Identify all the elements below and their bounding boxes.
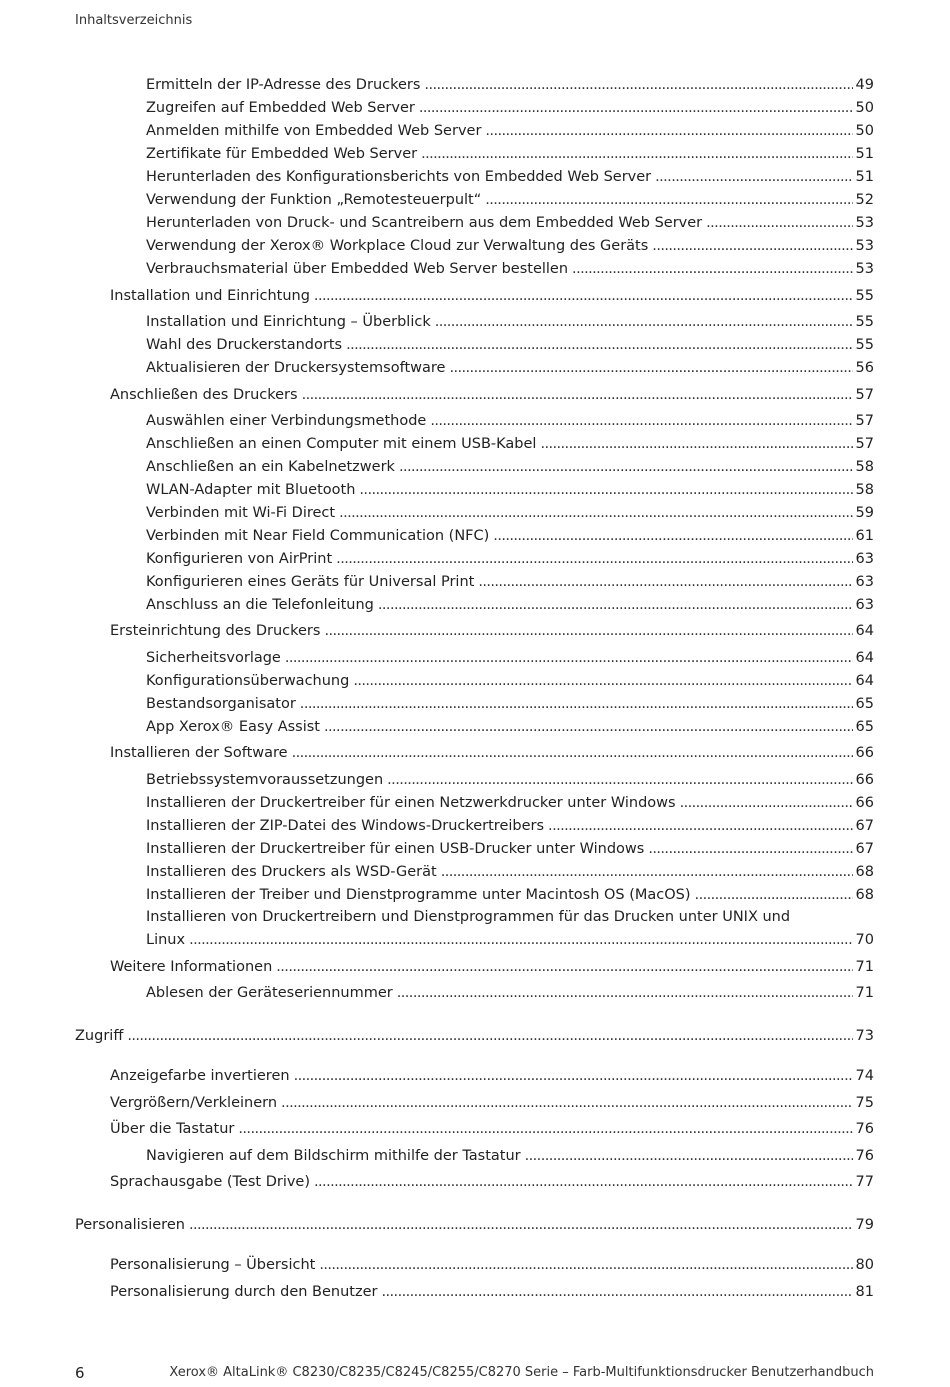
dot-leader [300,694,853,714]
toc-section[interactable] [110,1282,874,1302]
toc-entry[interactable] [146,770,874,790]
page-number: 6 [75,1364,85,1382]
dot-leader [478,572,852,592]
toc-entry-title: Aktualisieren der Druckersystemsoftware [146,360,446,376]
toc-entry-page: 66 [855,795,874,811]
toc-entry[interactable] [146,434,874,454]
toc-entry-page: 68 [855,864,874,880]
toc-chapter-title: Personalisieren [75,1217,185,1233]
dot-leader [435,312,853,332]
toc-entry[interactable] [146,983,874,1003]
toc-entry[interactable] [146,167,874,187]
toc-entry-title: Betriebssystemvoraussetzungen [146,772,384,788]
toc-entry-page: 56 [855,360,874,376]
toc-entry-title: Herunterladen des Konfigurationsberichts von Embedded Web Server [146,169,652,185]
footer-document-title: Xerox® AltaLink® C8230/C8235/C8245/C8255/C8270 Serie – Farb-Multifunktionsdrucker Benutzerhandbuch [169,1365,874,1380]
toc-entry[interactable] [146,793,874,813]
toc-section-page: 74 [855,1068,874,1084]
toc-section-title: Über die Tastatur [110,1121,235,1137]
toc-section-page: 71 [855,959,874,975]
toc-entry-page: 63 [855,597,874,613]
dot-leader [695,885,853,905]
toc-entry[interactable] [146,572,874,592]
toc-entry-title: Linux [146,932,186,948]
dot-leader [540,434,852,454]
toc-entry-page: 58 [855,482,874,498]
toc-section-page: 75 [855,1095,874,1111]
toc-section[interactable] [110,957,874,977]
toc-entry[interactable] [146,503,874,523]
dot-leader [292,743,853,763]
toc-entry-page: 67 [855,841,874,857]
dot-leader [548,816,853,836]
toc-entry-page: 63 [855,574,874,590]
toc-entry-title: Bestandsorganisator [146,696,296,712]
dot-leader [189,930,852,950]
toc-section-title: Installation und Einrichtung [110,288,310,304]
toc-entry[interactable] [146,480,874,500]
toc-entry-page: 71 [855,985,874,1001]
dot-leader [572,259,853,279]
toc-chapter-page: 79 [855,1217,874,1233]
toc-entry-title: Auswählen einer Verbindungsmethode [146,413,427,429]
dot-leader [378,595,853,615]
toc-entry[interactable] [146,98,874,118]
dot-leader [314,1172,853,1192]
dot-leader [285,648,853,668]
dot-leader [324,717,853,737]
toc-section-title: Installieren der Software [110,745,288,761]
toc-entry-title: Herunterladen von Druck- und Scantreibern aus dem Embedded Web Server [146,215,703,231]
toc-entry-page: 64 [855,650,874,666]
toc-entry-page: 51 [855,169,874,185]
dot-leader [314,286,853,306]
toc-entry[interactable] [146,839,874,859]
toc-section-title: Weitere Informationen [110,959,273,975]
toc-section[interactable] [110,286,874,306]
dot-leader [281,1093,853,1113]
dot-leader [353,671,852,691]
dot-leader [485,121,852,141]
toc-entry-page: 63 [855,551,874,567]
toc-entry-page: 53 [855,261,874,277]
toc-section[interactable] [110,1066,874,1086]
toc-section-title: Sprachausgabe (Test Drive) [110,1174,311,1190]
dot-leader [336,549,852,569]
toc-section[interactable] [110,385,874,405]
toc-entry[interactable] [146,358,874,378]
dot-leader [382,1282,853,1302]
toc-entry[interactable] [146,144,874,164]
toc-entry-title: Verwendung der Funktion „Remotesteuerpult“ [146,192,482,208]
toc-entry-title: Konfigurieren eines Geräts für Universal Print [146,574,475,590]
toc-entry-title: Installation und Einrichtung – Überblick [146,314,431,330]
toc-entry-page: 70 [855,932,874,948]
toc-entry-title: Zertifikate für Embedded Web Server [146,146,418,162]
toc-entry[interactable] [146,717,874,737]
dot-leader [302,385,853,405]
toc-entry-title: Navigieren auf dem Bildschirm mithilfe der Tastatur [146,1148,521,1164]
toc-section-page: 80 [855,1257,874,1273]
toc-entry-title: Verwendung der Xerox® Workplace Cloud zur Verwaltung des Geräts [146,238,649,254]
toc-entry-page: 66 [855,772,874,788]
toc-entry-title: Installieren der Druckertreiber für einen Netzwerkdrucker unter Windows [146,795,676,811]
dot-leader [648,839,852,859]
toc-section[interactable] [110,1172,874,1192]
toc-entry-page: 65 [855,719,874,735]
toc-entry-page: 61 [855,528,874,544]
toc-section-title: Anzeigefarbe invertieren [110,1068,290,1084]
toc-chapter[interactable] [75,1215,874,1235]
toc-entry-page: 68 [855,887,874,903]
toc-section-page: 55 [855,288,874,304]
toc-entry-title: Ermitteln der IP-Adresse des Druckers [146,77,421,93]
toc-entry[interactable] [146,862,874,882]
toc-section-title: Vergrößern/Verkleinern [110,1095,278,1111]
dot-leader [276,957,852,977]
toc-entry-page: 49 [855,77,874,93]
toc-chapter[interactable] [75,1026,874,1046]
dot-leader [430,411,852,431]
toc-entry-page: 52 [855,192,874,208]
toc-entry[interactable] [146,885,874,905]
toc-chapter-title: Zugriff [75,1028,124,1044]
toc-entry[interactable] [146,411,874,431]
dot-leader [339,503,852,523]
toc-entry-title: Anschließen an ein Kabelnetzwerk [146,459,395,475]
toc-section[interactable] [110,1255,874,1275]
toc-entry-page: 53 [855,215,874,231]
toc-entry-title: Konfigurationsüberwachung [146,673,350,689]
toc-section-title: Ersteinrichtung des Druckers [110,623,321,639]
toc-entry-title: Ablesen der Geräteseriennummer [146,985,393,1001]
toc-entry-title: WLAN-Adapter mit Bluetooth [146,482,356,498]
dot-leader [238,1119,852,1139]
dot-leader [485,190,852,210]
toc-section-page: 77 [855,1174,874,1190]
dot-leader [421,144,852,164]
dot-leader [189,1215,853,1235]
toc-entry-title: App Xerox® Easy Assist [146,719,320,735]
toc-section-page: 64 [855,623,874,639]
toc-entry[interactable] [146,526,874,546]
toc-entry[interactable] [146,75,874,95]
dot-leader [387,770,852,790]
toc-section-page: 57 [855,387,874,403]
toc-entry[interactable] [146,595,874,615]
toc-entry-page: 59 [855,505,874,521]
dot-leader [319,1255,852,1275]
toc-entry-page: 55 [855,337,874,353]
toc-entry-page: 55 [855,314,874,330]
toc-entry[interactable] [146,694,874,714]
toc-entry-title: Verbrauchsmaterial über Embedded Web Server bestellen [146,261,569,277]
toc-entry[interactable] [146,312,874,332]
toc-entry[interactable] [146,335,874,355]
toc-entry-page: 57 [855,413,874,429]
toc-entry-title: Installieren der Treiber und Dienstprogramme unter Macintosh OS (MacOS) [146,887,691,903]
toc-section[interactable] [110,1093,874,1113]
dot-leader [441,862,853,882]
toc-entry-page: 76 [855,1148,874,1164]
toc-entry-title: Installieren der ZIP-Datei des Windows-Druckertreibers [146,818,545,834]
toc-chapter-page: 73 [855,1028,874,1044]
dot-leader [449,358,852,378]
toc-entry[interactable] [146,930,874,950]
toc-section[interactable] [110,621,874,641]
running-header: Inhaltsverzeichnis [75,13,193,28]
toc-entry-page: 65 [855,696,874,712]
toc-entry-page: 53 [855,238,874,254]
toc-entry-page: 58 [855,459,874,475]
dot-leader [399,457,853,477]
toc-entry-title: Anschluss an die Telefonleitung [146,597,374,613]
dot-leader [127,1026,852,1046]
toc-entry-title: Installieren der Druckertreiber für einen USB-Drucker unter Windows [146,841,645,857]
toc-entry-title: Verbinden mit Wi-Fi Direct [146,505,336,521]
dot-leader [359,480,852,500]
toc-entry-page: 50 [855,100,874,116]
dot-leader [680,793,853,813]
toc-entry-title: Verbinden mit Near Field Communication (NFC) [146,528,490,544]
toc-section[interactable] [110,743,874,763]
toc-entry[interactable] [146,671,874,691]
toc-entry[interactable] [146,190,874,210]
toc-entry[interactable] [146,1146,874,1166]
toc-entry-title: Anschließen an einen Computer mit einem USB-Kabel [146,436,537,452]
toc-section-title: Personalisierung – Übersicht [110,1257,316,1273]
dot-leader [397,983,853,1003]
toc-entry-title: Wahl des Druckerstandorts [146,337,343,353]
toc-entry-page: 67 [855,818,874,834]
toc-entry-title: Installieren des Druckers als WSD-Gerät [146,864,437,880]
toc-entry-page: 50 [855,123,874,139]
dot-leader [652,236,852,256]
toc-entry[interactable] [146,259,874,279]
toc-section[interactable] [110,1119,874,1139]
toc-section-page: 81 [855,1284,874,1300]
toc-entry[interactable] [146,121,874,141]
toc-section-page: 76 [855,1121,874,1137]
toc-entry-page: 64 [855,673,874,689]
dot-leader [706,213,852,233]
toc-entry-title: Zugreifen auf Embedded Web Server [146,100,415,116]
toc-section-page: 66 [855,745,874,761]
toc-entry-page: 51 [855,146,874,162]
dot-leader [424,75,852,95]
toc-entry-title: Anmelden mithilfe von Embedded Web Server [146,123,482,139]
toc-entry[interactable] [146,549,874,569]
toc-entry[interactable] [146,213,874,233]
toc-entry-title: Konfigurieren von AirPrint [146,551,333,567]
toc-section-title: Personalisierung durch den Benutzer [110,1284,378,1300]
dot-leader [655,167,852,187]
dot-leader [324,621,852,641]
toc-entry[interactable] [146,816,874,836]
toc-entry[interactable] [146,236,874,256]
dot-leader [419,98,853,118]
toc-entry-title: Sicherheitsvorlage [146,650,281,666]
toc-section-title: Anschließen des Druckers [110,387,298,403]
dot-leader [346,335,852,355]
dot-leader [525,1146,853,1166]
toc-entry-title-wrapped[interactable]: Installieren von Druckertreibern und Dienstprogrammen für das Drucken unter UNIX und [146,909,791,925]
toc-entry[interactable] [146,648,874,668]
dot-leader [493,526,852,546]
dot-leader [294,1066,853,1086]
toc-entry[interactable] [146,457,874,477]
toc-entry-page: 57 [855,436,874,452]
